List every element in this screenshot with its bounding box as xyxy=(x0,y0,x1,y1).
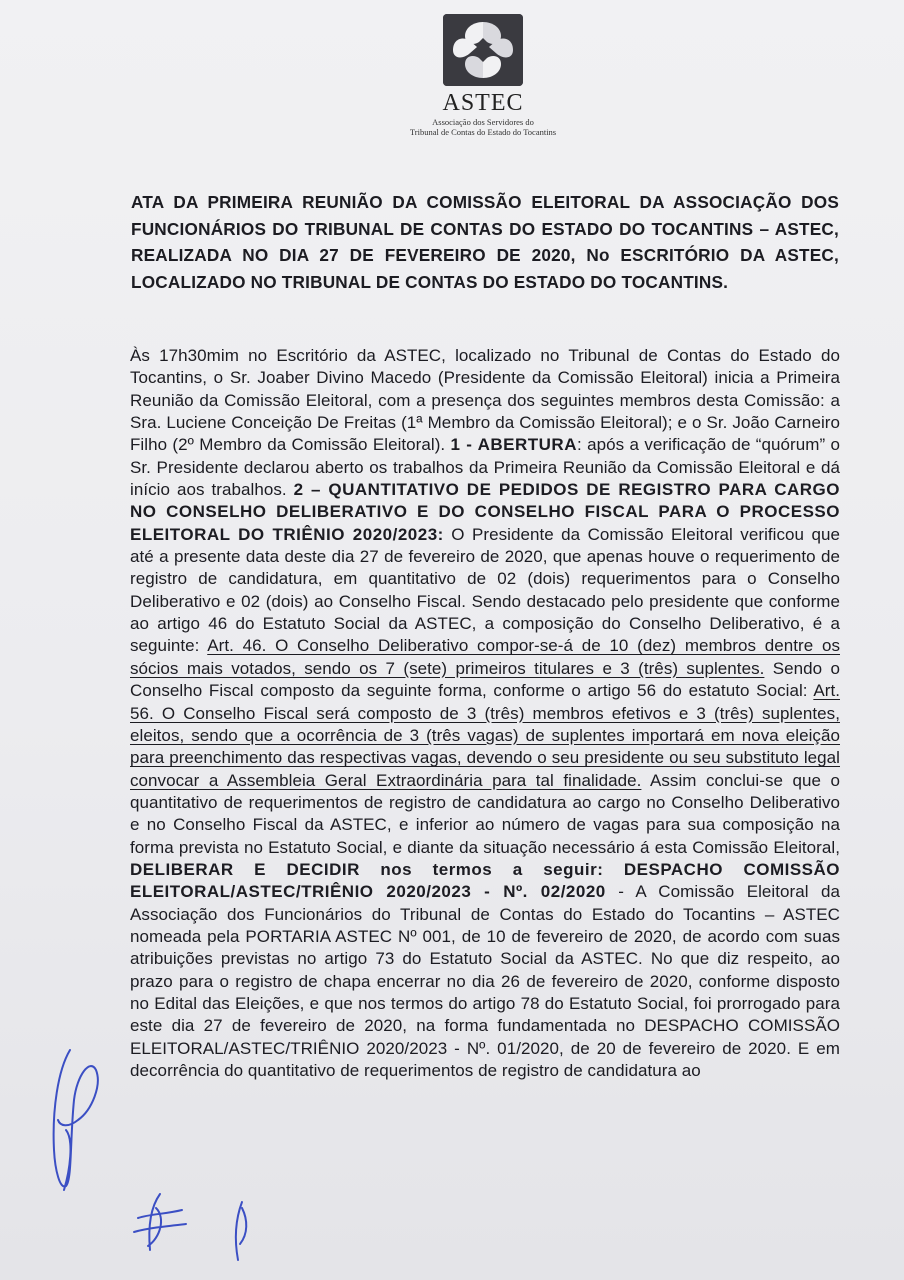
astec-logo xyxy=(390,14,576,137)
quantitativo-text: O Presidente da Comissão Eleitoral verificou que até a presente data deste dia 27 de fevereiro de 2020, que apenas houve o requerimento de registro de candidatura, em quantitativo de 02 (dois) requerimentos para o Conselho Deliberativo e 02 (dois) ao Conselho Fiscal. Sendo destacado pelo presidente que conforme ao artigo 46 do Estatuto Social da ASTEC, a composição do Conselho Deliberativo, é a seguinte: xyxy=(130,524,840,656)
signature-initial-left xyxy=(40,1040,110,1200)
hands-emblem-icon xyxy=(443,14,523,86)
logo-subtitle-line2: Tribunal de Contas do Estado do Tocantins xyxy=(409,127,557,137)
abertura-text: : após a verificação de “quórum” o Sr. Presidente declarou aberto os trabalhos da Primeira Reunião da Comissão Eleitoral e dá início aos trabalhos. xyxy=(130,435,840,500)
conselho-fiscal-text: Sendo o Conselho Fiscal composto da seguinte forma, conforme o artigo 56 do estatuto Social: xyxy=(130,658,840,701)
logo-subtitle-line1: Associação dos Servidores do xyxy=(432,117,534,127)
despacho-heading: DELIBERAR E DECIDIR nos termos a seguir: DESPACHO COMISSÃO ELEITORAL/ASTEC/TRIÊNIO 2020/2023 - Nº. 02/2020 xyxy=(130,859,840,902)
conclusion-text: Assim conclui-se que o quantitativo de requerimentos de registro de candidatura ao cargo no Conselho Deliberativo e no Conselho Fiscal da ASTEC, e inferior ao número de vagas para sua composição na forma prevista no Estatuto Social, e diante da situação necessário á esta Comissão Eleitoral, xyxy=(130,770,840,857)
section-heading-quantitativo: 2 – QUANTITATIVO DE PEDIDOS DE REGISTRO PARA CARGO NO CONSELHO DELIBERATIVO E DO CONSELHO FISCAL PARA O PROCESSO ELEITORAL DO TRIÊNIO 2020/2023: xyxy=(130,480,841,544)
section-heading-abertura: 1 - ABERTURA xyxy=(450,435,577,455)
minutes-body xyxy=(130,345,840,1082)
despacho-text: - A Comissão Eleitoral da Associação dos Funcionários do Tribunal de Contas do Estado do Tocantins – ASTEC nomeada pela PORTARIA ASTEC Nº 001, de 10 de fevereiro de 2020, de acordo com suas atribuições previstas no artigo 73 do Estatuto Social da ASTEC. No que diz respeito, ao prazo para o registro de chapa encerrar no dia 26 de fevereiro de 2020, conforme disposto no Edital das Eleições, e que nos termos do artigo 78 do Estatuto Social, foi prorrogado para este dia 27 de fevereiro de 2020, na forma fundamentada no DESPACHO COMISSÃO ELEITORAL/ASTEC/TRIÊNIO 2020/2023 - Nº. 01/2020, de 20 de fevereiro de 2020. E em decorrência do quantitativo de requerimentos de registro de candidatura ao xyxy=(130,882,840,1080)
document-title: ATA DA PRIMEIRA REUNIÃO DA COMISSÃO ELEITORAL DA ASSOCIAÇÃO DOS FUNCIONÁRIOS DO TRIBUNAL DE CONTAS DO ESTADO DO TOCANTINS – ASTEC, REALIZADA NO DIA 27 DE FEVEREIRO DE 2020, No ESCRITÓRIO DA ASTEC, LOCALIZADO NO TRIBUNAL DE CONTAS DO ESTADO DO TOCANTINS. xyxy=(131,192,839,292)
article-56-quote: Art. 56. O Conselho Fiscal será composto de 3 (três) membros efetivos e 3 (três) suplentes, eleitos, sendo que a ocorrência de 3 (três vagas) de suplentes importará em nova eleição para preenchimento das respectivas vagas, devendo o seu presidente ou seu substituto legal convocar a Assembleia Geral Extraordinária para tal finalidade. xyxy=(130,681,840,790)
article-46-quote: Art. 46. O Conselho Deliberativo compor-se-á de 10 (dez) membros dentre os sócios mais votados, sendo os 7 (sete) primeiros titulares e 3 (três) suplentes. xyxy=(130,636,840,678)
opening-paragraph: Às 17h30mim no Escritório da ASTEC, localizado no Tribunal de Contas do Estado do Tocantins, o Sr. Joaber Divino Macedo (Presidente da Comissão Eleitoral) inicia a Primeira Reunião da Comissão Eleitoral, com a presença dos seguintes membros desta Comissão: a Sra. Luciene Conceição De Freitas (1ª Membro da Comissão Eleitoral); e o Sr. João Carneiro Filho (2º Membro da Comissão Eleitoral). xyxy=(130,346,840,455)
signature-initial-bottom-center xyxy=(222,1198,262,1268)
signature-initial-bottom-left xyxy=(120,1188,200,1258)
logo-name: ASTEC xyxy=(442,90,524,116)
